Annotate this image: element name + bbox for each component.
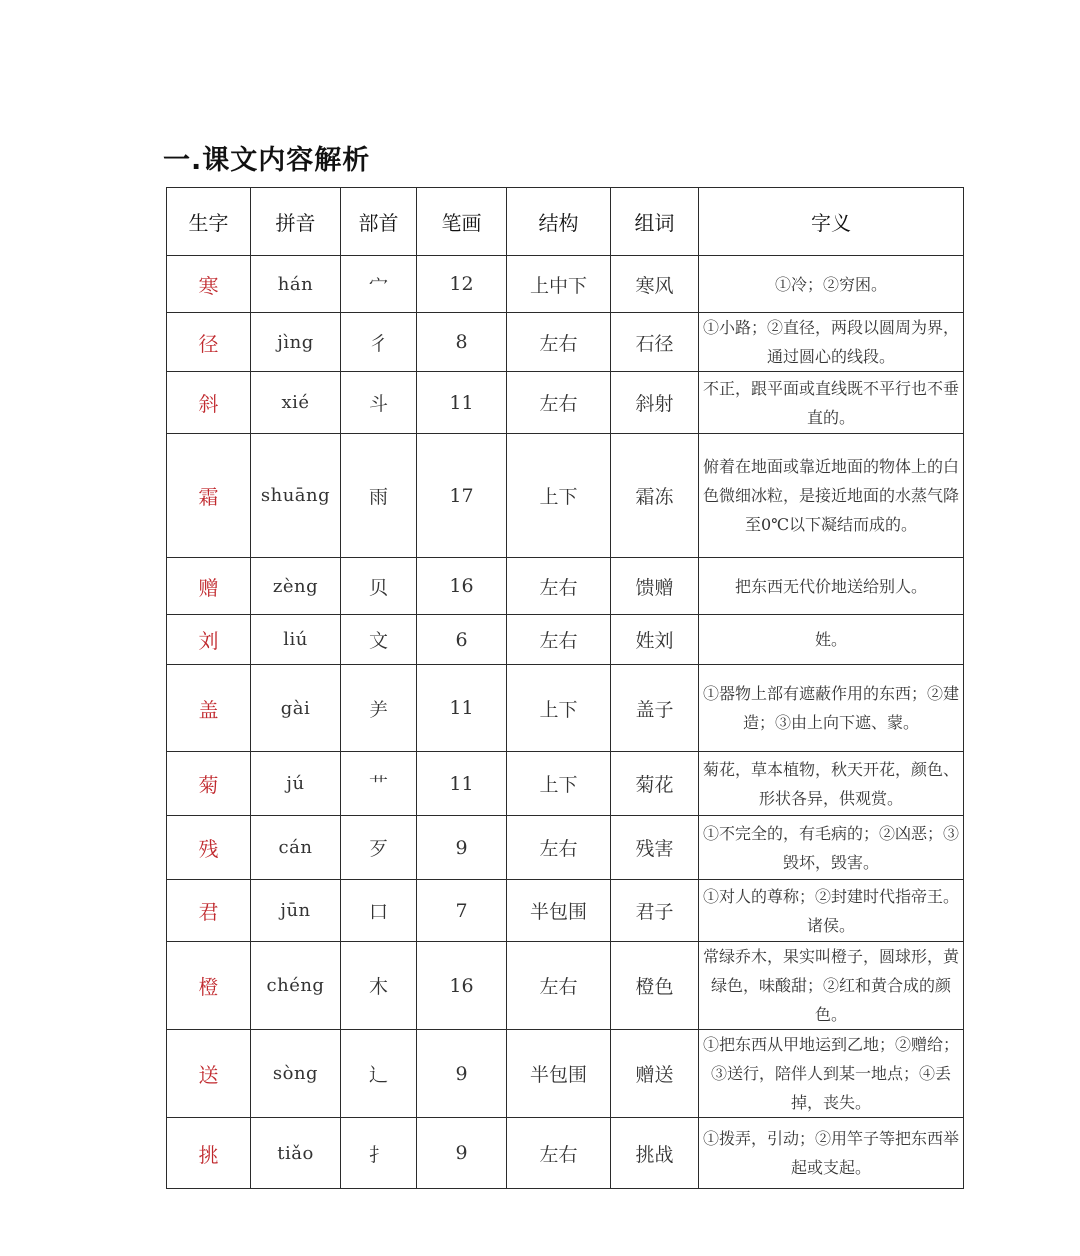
meaning-cell: 姓。	[699, 615, 964, 665]
word-cell: 馈赠	[611, 558, 699, 615]
word-cell: 霜冻	[611, 434, 699, 558]
structure-cell: 左右	[507, 313, 611, 372]
column-header: 部首	[341, 188, 417, 256]
radical-cell: 斗	[341, 372, 417, 434]
structure-cell: 上下	[507, 434, 611, 558]
meaning-cell: ①器物上部有遮蔽作用的东西；②建造；③由上向下遮、蒙。	[699, 665, 964, 752]
char-cell: 斜	[167, 372, 251, 434]
strokes-cell: 6	[417, 615, 507, 665]
word-cell: 残害	[611, 816, 699, 880]
table-row	[167, 313, 964, 372]
strokes-cell: 11	[417, 372, 507, 434]
structure-cell: 左右	[507, 1118, 611, 1189]
word-cell: 石径	[611, 313, 699, 372]
char-cell: 残	[167, 816, 251, 880]
strokes-cell: 7	[417, 880, 507, 942]
structure-cell: 左右	[507, 558, 611, 615]
structure-cell: 左右	[507, 615, 611, 665]
pinyin-cell: jú	[251, 752, 341, 816]
structure-cell: 上下	[507, 752, 611, 816]
radical-cell: 文	[341, 615, 417, 665]
table-row	[167, 256, 964, 313]
table-row	[167, 752, 964, 816]
structure-cell: 左右	[507, 816, 611, 880]
meaning-cell: ①把东西从甲地运到乙地；②赠给；③送行，陪伴人到某一地点；④丢掉，丧失。	[699, 1030, 964, 1118]
meaning-cell: 常绿乔木，果实叫橙子，圆球形，黄绿色，味酸甜；②红和黄合成的颜色。	[699, 942, 964, 1030]
radical-cell: 雨	[341, 434, 417, 558]
radical-cell: 口	[341, 880, 417, 942]
meaning-cell: ①对人的尊称；②封建时代指帝王。诸侯。	[699, 880, 964, 942]
radical-cell: ⺶	[341, 665, 417, 752]
word-cell: 寒风	[611, 256, 699, 313]
pinyin-cell: zèng	[251, 558, 341, 615]
char-cell: 径	[167, 313, 251, 372]
structure-cell: 上下	[507, 665, 611, 752]
meaning-cell: 俯着在地面或靠近地面的物体上的白色微细冰粒，是接近地面的水蒸气降至0℃以下凝结而成的。	[699, 434, 964, 558]
word-cell: 橙色	[611, 942, 699, 1030]
char-cell: 盖	[167, 665, 251, 752]
table-row	[167, 372, 964, 434]
word-cell: 斜射	[611, 372, 699, 434]
meaning-cell: ①冷；②穷困。	[699, 256, 964, 313]
strokes-cell: 9	[417, 1030, 507, 1118]
table-row	[167, 942, 964, 1030]
table-row	[167, 665, 964, 752]
meaning-cell: ①不完全的，有毛病的；②凶恶；③毁坏，毁害。	[699, 816, 964, 880]
radical-cell: 彳	[341, 313, 417, 372]
column-header: 生字	[167, 188, 251, 256]
structure-cell: 左右	[507, 942, 611, 1030]
table-row	[167, 558, 964, 615]
radical-cell: 宀	[341, 256, 417, 313]
pinyin-cell: tiǎo	[251, 1118, 341, 1189]
char-cell: 寒	[167, 256, 251, 313]
meaning-cell: 菊花，草本植物，秋天开花，颜色、形状各异，供观赏。	[699, 752, 964, 816]
column-header: 拼音	[251, 188, 341, 256]
radical-cell: 辶	[341, 1030, 417, 1118]
meaning-cell: 不正，跟平面或直线既不平行也不垂直的。	[699, 372, 964, 434]
character-table	[166, 187, 964, 1189]
char-cell: 送	[167, 1030, 251, 1118]
strokes-cell: 9	[417, 816, 507, 880]
structure-cell: 左右	[507, 372, 611, 434]
table-row	[167, 434, 964, 558]
strokes-cell: 11	[417, 665, 507, 752]
meaning-cell: ①小路；②直径，两段以圆周为界，通过圆心的线段。	[699, 313, 964, 372]
word-cell: 挑战	[611, 1118, 699, 1189]
radical-cell: 贝	[341, 558, 417, 615]
word-cell: 赠送	[611, 1030, 699, 1118]
column-header: 字义	[699, 188, 964, 256]
char-cell: 挑	[167, 1118, 251, 1189]
word-cell: 君子	[611, 880, 699, 942]
strokes-cell: 11	[417, 752, 507, 816]
table-row	[167, 615, 964, 665]
column-header: 组词	[611, 188, 699, 256]
word-cell: 盖子	[611, 665, 699, 752]
strokes-cell: 17	[417, 434, 507, 558]
radical-cell: 歹	[341, 816, 417, 880]
section-heading: 一.课文内容解析	[163, 145, 371, 176]
char-cell: 霜	[167, 434, 251, 558]
strokes-cell: 8	[417, 313, 507, 372]
char-cell: 橙	[167, 942, 251, 1030]
strokes-cell: 16	[417, 942, 507, 1030]
table-row	[167, 816, 964, 880]
radical-cell: 艹	[341, 752, 417, 816]
structure-cell: 上中下	[507, 256, 611, 313]
strokes-cell: 9	[417, 1118, 507, 1189]
word-cell: 姓刘	[611, 615, 699, 665]
header-row	[167, 188, 964, 256]
column-header: 笔画	[417, 188, 507, 256]
strokes-cell: 16	[417, 558, 507, 615]
word-cell: 菊花	[611, 752, 699, 816]
meaning-cell: 把东西无代价地送给别人。	[699, 558, 964, 615]
char-cell: 菊	[167, 752, 251, 816]
char-cell: 君	[167, 880, 251, 942]
strokes-cell: 12	[417, 256, 507, 313]
radical-cell: 扌	[341, 1118, 417, 1189]
structure-cell: 半包围	[507, 880, 611, 942]
char-cell: 刘	[167, 615, 251, 665]
table-row	[167, 1030, 964, 1118]
char-cell: 赠	[167, 558, 251, 615]
radical-cell: 木	[341, 942, 417, 1030]
pinyin-cell: xié	[251, 372, 341, 434]
pinyin-cell: chéng	[251, 942, 341, 1030]
pinyin-cell: shuāng	[251, 434, 341, 558]
pinyin-cell: cán	[251, 816, 341, 880]
table-row	[167, 880, 964, 942]
pinyin-cell: hán	[251, 256, 341, 313]
pinyin-cell: jūn	[251, 880, 341, 942]
column-header: 结构	[507, 188, 611, 256]
table-row	[167, 1118, 964, 1189]
pinyin-cell: sòng	[251, 1030, 341, 1118]
structure-cell: 半包围	[507, 1030, 611, 1118]
pinyin-cell: gài	[251, 665, 341, 752]
pinyin-cell: jìng	[251, 313, 341, 372]
pinyin-cell: liú	[251, 615, 341, 665]
meaning-cell: ①拨弄，引动；②用竿子等把东西举起或支起。	[699, 1118, 964, 1189]
